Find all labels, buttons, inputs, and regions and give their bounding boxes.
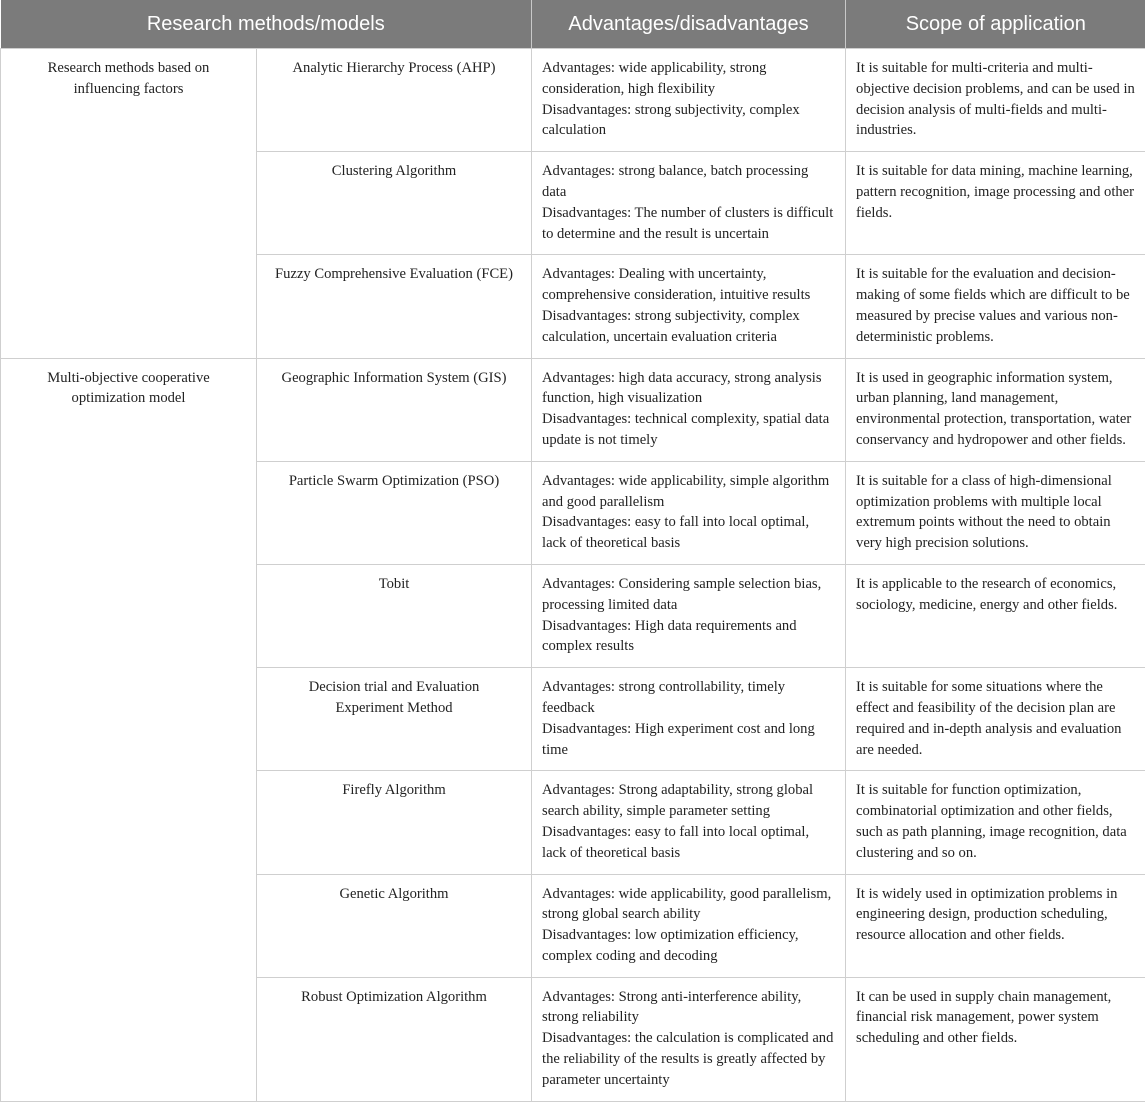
advantages-cell xyxy=(532,49,846,152)
advantages-text: Advantages: Considering sample selection bias, processing limited data xyxy=(542,575,822,613)
advantages-text: Advantages: wide applicability, good parallelism, strong global search ability xyxy=(542,885,832,923)
disadvantages-text: Disadvantages: High data requirements and complex results xyxy=(542,617,797,655)
header-scope: Scope of application xyxy=(846,0,1145,49)
scope-cell: It is suitable for the evaluation and decision-making of some fields which are difficult to be measured by precise values and various non-deterministic problems. xyxy=(846,255,1145,358)
advantages-cell xyxy=(532,461,846,564)
group-label: Research methods based on influencing factors xyxy=(1,49,257,359)
scope-cell: It is applicable to the research of economics, sociology, medicine, energy and other fields. xyxy=(846,564,1145,667)
advantages-text: Advantages: strong balance, batch processing data xyxy=(542,163,809,200)
scope-cell: It is suitable for some situations where the effect and feasibility of the decision plan are required and in-depth analysis and evaluation are needed. xyxy=(846,668,1145,771)
disadvantages-text: Disadvantages: strong subjectivity, complex calculation xyxy=(542,101,800,139)
header-methods: Research methods/models xyxy=(1,0,532,49)
advantages-cell xyxy=(532,152,846,255)
method-name: Firefly Algorithm xyxy=(257,771,532,874)
advantages-cell xyxy=(532,255,846,358)
advantages-cell xyxy=(532,564,846,667)
table-row xyxy=(1,49,1145,152)
advantages-text: Advantages: Dealing with uncertainty, comprehensive consideration, intuitive results xyxy=(542,266,811,304)
disadvantages-text: Disadvantages: low optimization efficiency, complex coding and decoding xyxy=(542,927,799,964)
scope-cell: It is widely used in optimization problems in engineering design, production scheduling, resource allocation and other fields. xyxy=(846,874,1145,977)
method-name: Analytic Hierarchy Process (AHP) xyxy=(257,49,532,152)
advantages-cell xyxy=(532,977,846,1101)
disadvantages-text: Disadvantages: High experiment cost and long time xyxy=(542,720,815,758)
table-row xyxy=(1,358,1145,461)
method-name: Geographic Information System (GIS) xyxy=(257,358,532,461)
disadvantages-text: Disadvantages: technical complexity, spatial data update is not timely xyxy=(542,411,830,448)
scope-cell: It can be used in supply chain management, financial risk management, power system scheduling and other fields. xyxy=(846,977,1145,1101)
scope-cell: It is used in geographic information system, urban planning, land management, environmental protection, transportation, water conservancy and hydropower and other fields. xyxy=(846,358,1145,461)
advantages-text: Advantages: wide applicability, strong consideration, high flexibility xyxy=(542,60,767,97)
table-header xyxy=(1,0,1145,49)
method-name: Clustering Algorithm xyxy=(257,152,532,255)
method-name: Genetic Algorithm xyxy=(257,874,532,977)
header-advantages: Advantages/disadvantages xyxy=(532,0,846,49)
disadvantages-text: Disadvantages: the calculation is complicated and the reliability of the results is greatly affected by parameter uncertainty xyxy=(542,1030,834,1088)
disadvantages-text: Disadvantages: easy to fall into local optimal, lack of theoretical basis xyxy=(542,823,810,861)
disadvantages-text: Disadvantages: The number of clusters is difficult to determine and the result is uncertain xyxy=(542,204,834,242)
method-name: Tobit xyxy=(257,564,532,667)
disadvantages-text: Disadvantages: strong subjectivity, complex calculation, uncertain evaluation criteria xyxy=(542,307,800,345)
advantages-text: Advantages: wide applicability, simple algorithm and good parallelism xyxy=(542,472,830,510)
scope-cell: It is suitable for multi-criteria and multi-objective decision problems, and can be used in decision analysis of multi-fields and multi-industries. xyxy=(846,49,1145,152)
advantages-cell xyxy=(532,358,846,461)
group-label: Multi-objective cooperative optimization model xyxy=(1,358,257,1101)
method-name: Fuzzy Comprehensive Evaluation (FCE) xyxy=(257,255,532,358)
scope-cell: It is suitable for a class of high-dimensional optimization problems with multiple local extremum points without the need to obtain very high precision solutions. xyxy=(846,461,1145,564)
advantages-cell xyxy=(532,874,846,977)
advantages-text: Advantages: strong controllability, timely feedback xyxy=(542,679,786,716)
scope-cell: It is suitable for function optimization, combinatorial optimization and other fields, such as path planning, image recognition, data clustering and so on. xyxy=(846,771,1145,874)
scope-cell: It is suitable for data mining, machine learning, pattern recognition, image processing and other fields. xyxy=(846,152,1145,255)
advantages-cell xyxy=(532,668,846,771)
header-row xyxy=(1,0,1145,49)
method-name: Robust Optimization Algorithm xyxy=(257,977,532,1101)
method-name: Particle Swarm Optimization (PSO) xyxy=(257,461,532,564)
advantages-text: Advantages: Strong adaptability, strong global search ability, simple parameter setting xyxy=(542,782,814,820)
table-body xyxy=(1,49,1145,1102)
advantages-text: Advantages: high data accuracy, strong analysis function, high visualization xyxy=(542,369,822,407)
method-name: Decision trial and Evaluation Experiment Method xyxy=(257,668,532,771)
advantages-cell xyxy=(532,771,846,874)
disadvantages-text: Disadvantages: easy to fall into local optimal, lack of theoretical basis xyxy=(542,514,810,552)
advantages-text: Advantages: Strong anti-interference ability, strong reliability xyxy=(542,988,802,1026)
